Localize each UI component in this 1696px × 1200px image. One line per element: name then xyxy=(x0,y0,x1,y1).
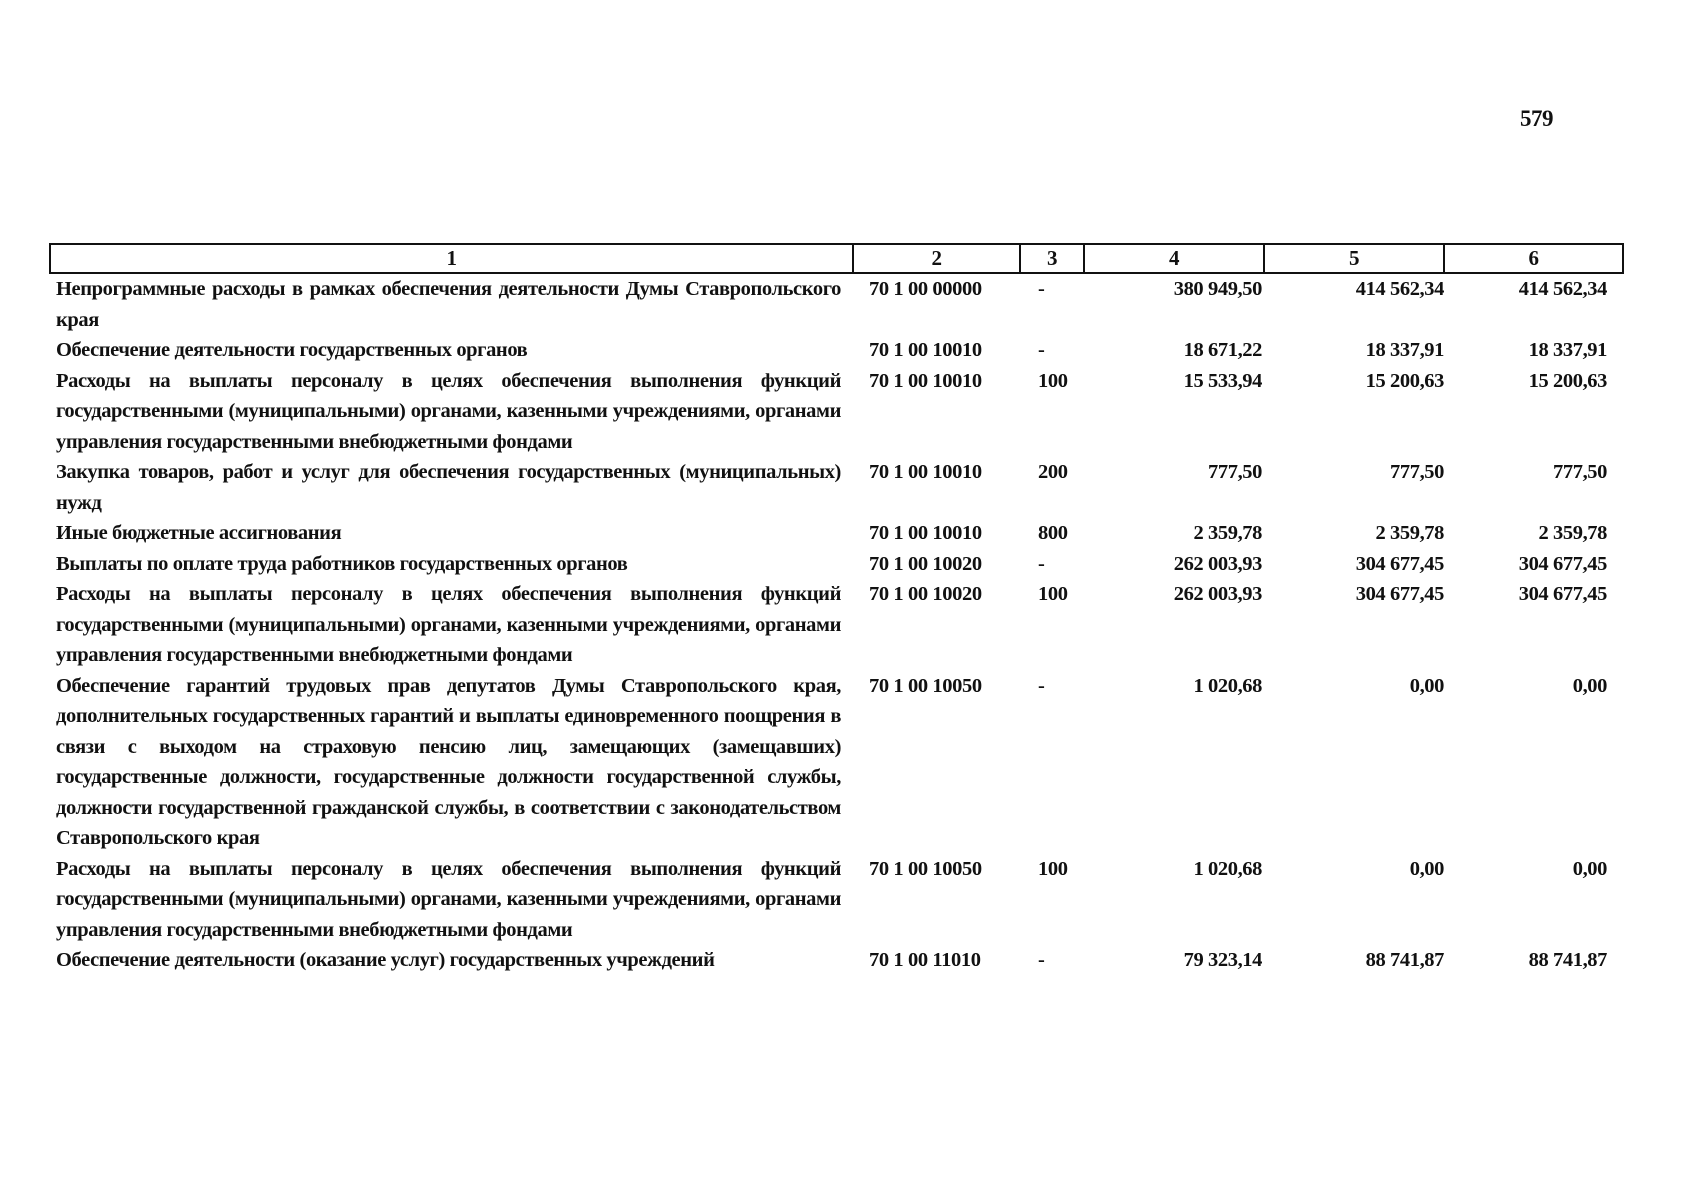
table-row xyxy=(50,518,1623,549)
row-code: 70 1 00 10010 xyxy=(869,369,982,392)
row-value-col-6: 777,50 xyxy=(1553,461,1607,483)
row-code: 70 1 00 10020 xyxy=(869,552,982,575)
row-name: Расходы на выплаты персоналу в целях обеспечения выполнения функций государственными (муниципальными) органами, казенными учреждениями, органами управления государственными внебюджетными фондами xyxy=(56,583,841,666)
row-value-col-4: 79 323,14 xyxy=(1183,949,1262,971)
table-row xyxy=(50,366,1623,458)
row-value-col-4: 262 003,93 xyxy=(1173,552,1262,575)
row-code: 70 1 00 10010 xyxy=(869,522,982,544)
table-row xyxy=(50,549,1623,580)
row-name: Обеспечение гарантий трудовых прав депутатов Думы Ставропольского края, дополнительных государственных гарантий и выплаты единовременного поощрения в связи с выходом на страховую пенсию лиц, замещающих (замещавших) государственные должности, государственные должности государственной службы, должности государственной гражданской службы, в соответствии с законодательством Ставропольского края xyxy=(56,674,841,849)
row-value-col-6: 88 741,87 xyxy=(1528,949,1607,971)
row-value-col-6: 414 562,34 xyxy=(1518,278,1607,300)
table-row xyxy=(50,945,1623,976)
header-col-4: 4 xyxy=(1084,244,1264,273)
row-value-col-6: 304 677,45 xyxy=(1518,552,1607,575)
row-expense-type: 800 xyxy=(1038,522,1068,544)
row-value-col-5: 304 677,45 xyxy=(1355,583,1444,605)
row-value-col-5: 15 200,63 xyxy=(1365,369,1444,392)
row-name: Закупка товаров, работ и услуг для обеспечения государственных (муниципальных) нужд xyxy=(56,461,841,514)
header-col-1: 1 xyxy=(50,244,853,273)
row-name: Обеспечение деятельности государственных органов xyxy=(56,339,528,361)
row-name: Расходы на выплаты персоналу в целях обеспечения выполнения функций государственными (муниципальными) органами, казенными учреждениями, органами управления государственными внебюджетными фондами xyxy=(56,857,841,941)
row-value-col-5: 0,00 xyxy=(1409,674,1444,697)
row-code: 70 1 00 00000 xyxy=(869,278,982,300)
row-value-col-6: 2 359,78 xyxy=(1538,522,1607,544)
row-value-col-6: 0,00 xyxy=(1572,857,1607,880)
page-number: 579 xyxy=(1520,106,1553,131)
row-value-col-4: 18 671,22 xyxy=(1183,339,1262,361)
row-code: 70 1 00 10050 xyxy=(869,674,982,697)
row-expense-type: - xyxy=(1038,278,1045,300)
row-name: Выплаты по оплате труда работников государственных органов xyxy=(56,552,628,575)
row-name: Обеспечение деятельности (оказание услуг) государственных учреждений xyxy=(56,949,715,971)
row-value-col-6: 304 677,45 xyxy=(1518,583,1607,605)
row-expense-type: 200 xyxy=(1038,461,1068,483)
row-code: 70 1 00 11010 xyxy=(869,949,981,971)
header-col-2: 2 xyxy=(853,244,1020,273)
header-col-5: 5 xyxy=(1264,244,1444,273)
table-row xyxy=(50,335,1623,366)
row-expense-type: - xyxy=(1038,949,1045,971)
row-name: Расходы на выплаты персоналу в целях обеспечения выполнения функций государственными (муниципальными) органами, казенными учреждениями, органами управления государственными внебюджетными фондами xyxy=(56,369,841,453)
table-row xyxy=(50,457,1623,518)
table-row xyxy=(50,671,1623,854)
row-value-col-5: 304 677,45 xyxy=(1355,552,1444,575)
row-name: Иные бюджетные ассигнования xyxy=(56,522,342,544)
row-value-col-4: 2 359,78 xyxy=(1193,522,1262,544)
row-value-col-4: 1 020,68 xyxy=(1193,857,1262,880)
row-code: 70 1 00 10050 xyxy=(869,857,982,880)
row-expense-type: 100 xyxy=(1038,583,1068,605)
row-value-col-4: 777,50 xyxy=(1208,461,1262,483)
row-code: 70 1 00 10010 xyxy=(869,461,982,483)
row-value-col-4: 1 020,68 xyxy=(1193,674,1262,697)
row-value-col-6: 15 200,63 xyxy=(1528,369,1607,392)
table-header-row xyxy=(50,244,1623,273)
row-expense-type: - xyxy=(1038,674,1045,697)
row-expense-type: 100 xyxy=(1038,857,1068,880)
row-value-col-5: 414 562,34 xyxy=(1355,278,1444,300)
header-col-3: 3 xyxy=(1020,244,1084,273)
table-row xyxy=(50,579,1623,671)
row-value-col-5: 88 741,87 xyxy=(1365,949,1444,971)
row-code: 70 1 00 10020 xyxy=(869,583,982,605)
row-value-col-5: 0,00 xyxy=(1409,857,1444,880)
row-expense-type: - xyxy=(1038,339,1045,361)
row-value-col-5: 777,50 xyxy=(1390,461,1444,483)
row-value-col-4: 262 003,93 xyxy=(1173,583,1262,605)
budget-table xyxy=(49,243,1624,976)
header-col-6: 6 xyxy=(1444,244,1623,273)
row-expense-type: 100 xyxy=(1038,369,1068,392)
row-code: 70 1 00 10010 xyxy=(869,339,982,361)
table-row xyxy=(50,273,1623,335)
row-expense-type: - xyxy=(1038,552,1045,575)
row-name: Непрограммные расходы в рамках обеспечения деятельности Думы Ставропольского края xyxy=(56,278,841,331)
row-value-col-6: 18 337,91 xyxy=(1528,339,1607,361)
row-value-col-6: 0,00 xyxy=(1572,674,1607,697)
table-row xyxy=(50,854,1623,946)
row-value-col-5: 2 359,78 xyxy=(1375,522,1444,544)
row-value-col-4: 380 949,50 xyxy=(1173,278,1262,300)
row-value-col-4: 15 533,94 xyxy=(1183,369,1262,392)
row-value-col-5: 18 337,91 xyxy=(1365,339,1444,361)
